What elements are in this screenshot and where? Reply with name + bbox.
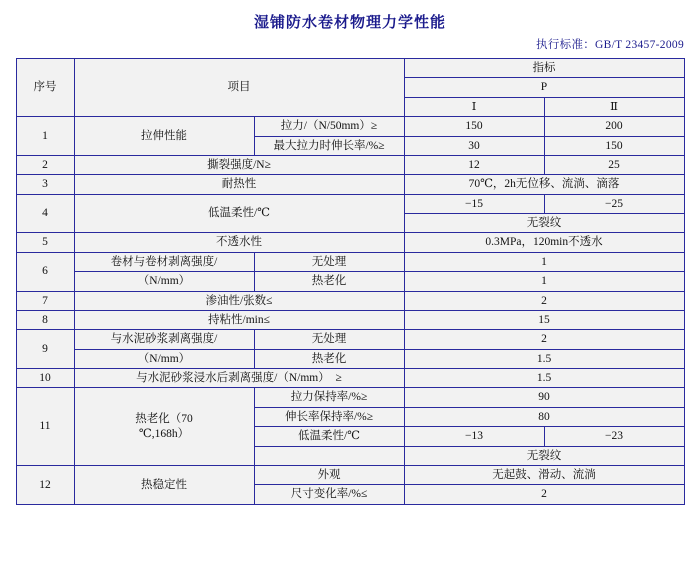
table-row xyxy=(16,233,684,252)
row-item: （N/mm） xyxy=(74,349,254,368)
row-value-II: 25 xyxy=(544,155,684,174)
table-header-row-1 xyxy=(16,59,684,78)
row-item: （N/mm） xyxy=(74,272,254,291)
table-row xyxy=(16,252,684,271)
row-item: 持粘性/min≤ xyxy=(74,310,404,329)
row-value-merged: 1 xyxy=(404,252,684,271)
row-subitem: 无处理 xyxy=(254,330,404,349)
header-grade: P xyxy=(404,78,684,97)
row-value-I: 12 xyxy=(404,155,544,174)
row-item: 不透水性 xyxy=(74,233,404,252)
row-item: 渗油性/张数≤ xyxy=(74,291,404,310)
table-row xyxy=(16,310,684,329)
row-value-merged: 无裂纹 xyxy=(404,446,684,465)
row-value-I: 150 xyxy=(404,117,544,136)
row-index: 4 xyxy=(16,194,74,233)
row-value-merged: 1 xyxy=(404,272,684,291)
row-index: 12 xyxy=(16,465,74,504)
row-value-merged: 2 xyxy=(404,485,684,504)
table-row xyxy=(16,349,684,368)
row-item: 与水泥砂浆剥离强度/ xyxy=(74,330,254,349)
table-row xyxy=(16,117,684,136)
row-item: 耐热性 xyxy=(74,175,404,194)
row-value-merged: 1.5 xyxy=(404,369,684,388)
row-subitem xyxy=(254,446,404,465)
row-value-I: −13 xyxy=(404,427,544,446)
row-subitem: 无处理 xyxy=(254,252,404,271)
row-subitem: 热老化 xyxy=(254,349,404,368)
row-value-merged: 无裂纹 xyxy=(404,214,684,233)
row-index: 6 xyxy=(16,252,74,291)
row-value-merged: 1.5 xyxy=(404,349,684,368)
header-col-II: Ⅱ xyxy=(544,97,684,116)
row-index: 9 xyxy=(16,330,74,369)
row-item: 拉伸性能 xyxy=(74,117,254,156)
standard-reference: 执行标准：GB/T 23457-2009 xyxy=(536,39,684,51)
header-item: 项目 xyxy=(74,59,404,117)
table-row xyxy=(16,272,684,291)
row-item xyxy=(74,388,254,466)
row-subitem: 外观 xyxy=(254,465,404,484)
row-subitem: 伸长率保持率/%≥ xyxy=(254,407,404,426)
row-subitem: 拉力/（N/50mm）≥ xyxy=(254,117,404,136)
spec-table xyxy=(16,58,685,505)
table-row xyxy=(16,194,684,213)
row-value-merged: 0.3MPa，120min不透水 xyxy=(404,233,684,252)
row-item: 低温柔性/℃ xyxy=(74,194,404,233)
row-value-II: 200 xyxy=(544,117,684,136)
row-index: 2 xyxy=(16,155,74,174)
row-value-merged: 2 xyxy=(404,330,684,349)
row-item: 与水泥砂浆浸水后剥离强度/（N/mm） ≥ xyxy=(74,369,404,388)
table-row xyxy=(16,388,684,407)
row-index: 3 xyxy=(16,175,74,194)
row-subitem: 热老化 xyxy=(254,272,404,291)
table-row xyxy=(16,155,684,174)
row-index: 8 xyxy=(16,310,74,329)
header-col-I: Ⅰ xyxy=(404,97,544,116)
table-row xyxy=(16,291,684,310)
row-value-II: −23 xyxy=(544,427,684,446)
row-value-merged: 无起鼓、滑动、流淌 xyxy=(404,465,684,484)
table-row xyxy=(16,330,684,349)
row-value-merged: 80 xyxy=(404,407,684,426)
row-item: 热稳定性 xyxy=(74,465,254,504)
row-subitem: 最大拉力时伸长率/%≥ xyxy=(254,136,404,155)
row-value-I: 30 xyxy=(404,136,544,155)
table-row xyxy=(16,465,684,484)
page-title: 湿铺防水卷材物理力学性能 xyxy=(253,15,446,31)
table-row xyxy=(16,369,684,388)
row-value-merged: 90 xyxy=(404,388,684,407)
table-row xyxy=(16,175,684,194)
header-index: 序号 xyxy=(16,59,74,117)
row-index: 5 xyxy=(16,233,74,252)
row-subitem: 尺寸变化率/%≤ xyxy=(254,485,404,504)
header-indicator: 指标 xyxy=(404,59,684,78)
row-index: 11 xyxy=(16,388,74,466)
row-item-line1: 热老化（70 xyxy=(135,413,193,426)
row-value-merged: 15 xyxy=(404,310,684,329)
row-value-merged: 2 xyxy=(404,291,684,310)
row-item: 撕裂强度/N≥ xyxy=(74,155,404,174)
row-index: 1 xyxy=(16,117,74,156)
row-value-II: −25 xyxy=(544,194,684,213)
row-subitem: 拉力保持率/%≥ xyxy=(254,388,404,407)
row-item-line2: ℃,168h） xyxy=(138,427,190,440)
row-value-II: 150 xyxy=(544,136,684,155)
row-subitem: 低温柔性/℃ xyxy=(254,427,404,446)
row-item: 卷材与卷材剥离强度/ xyxy=(74,252,254,271)
row-index: 7 xyxy=(16,291,74,310)
row-index: 10 xyxy=(16,369,74,388)
row-value-merged: 70℃，2h无位移、流淌、滴落 xyxy=(404,175,684,194)
row-value-I: −15 xyxy=(404,194,544,213)
